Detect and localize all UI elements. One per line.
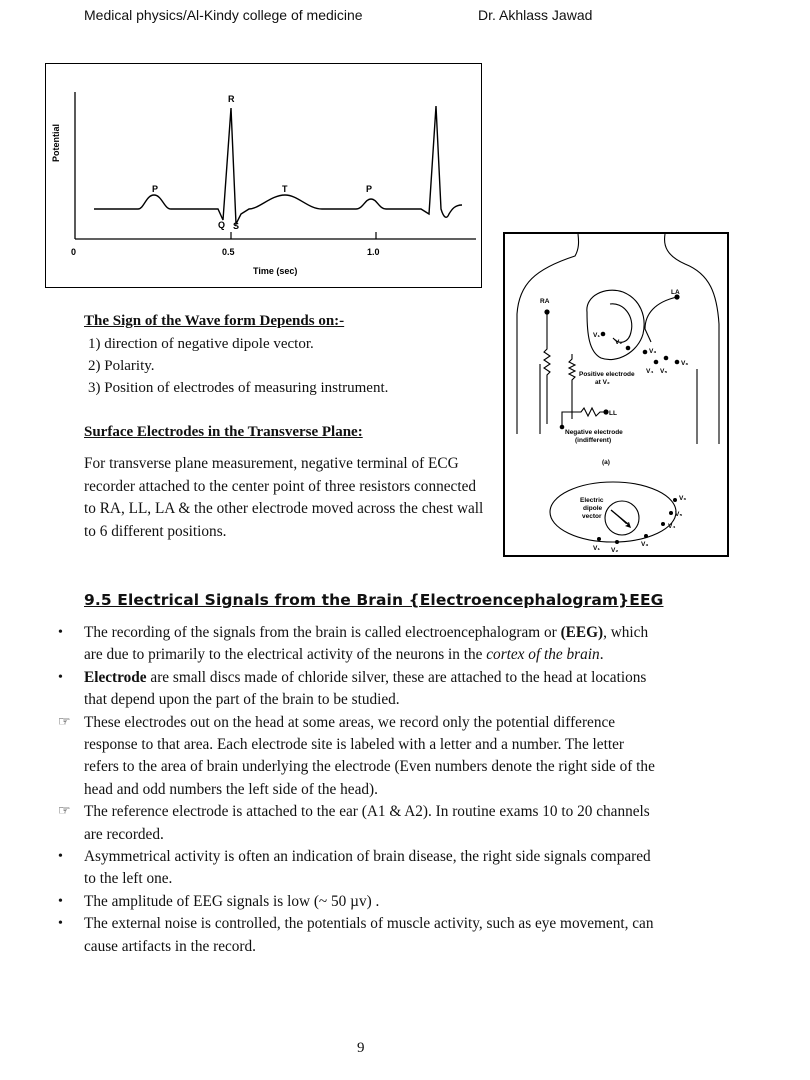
surface-section-heading: Surface Electrodes in the Transverse Plane: (84, 424, 363, 440)
bullet-dot-icon: • (58, 916, 63, 932)
eeg-bullet-item-1 (58, 622, 658, 667)
wave-label-s: S (233, 221, 240, 231)
label-indifferent: (indifferent) (575, 437, 612, 444)
label-la: LA (671, 289, 680, 296)
eeg-bullet-item-7 (58, 913, 658, 958)
wave-label-p1: P (152, 184, 159, 194)
ecg-waveform-figure (45, 63, 482, 288)
label-negative-electrode: Negative electrode (565, 429, 623, 436)
label-ll: LL (609, 410, 617, 417)
sign-list (88, 333, 388, 399)
label-v4: V₄ (646, 368, 654, 375)
heart-outline (587, 290, 644, 359)
b-v3-dot (644, 534, 648, 538)
eeg-bullet-item-2 (58, 667, 658, 712)
dipole-circle (605, 501, 639, 535)
ecg-trace (94, 106, 462, 224)
pointing-hand-icon: ☞ (58, 714, 71, 730)
label-v3: V₃ (649, 348, 657, 355)
wave-label-r: R (228, 94, 235, 104)
bullet-5-text: Asymmetrical activity is often an indication of brain disease, the right side signals compared to the left one. (84, 848, 651, 888)
bullet-1-bold: (EEG) (560, 624, 604, 641)
bullet-6-text: The amplitude of EEG signals is low (~ 50 µv) . (84, 892, 380, 910)
label-v5: V₅ (660, 368, 668, 375)
eeg-bullet-item-3 (58, 712, 658, 802)
wave-label-q: Q (218, 220, 226, 230)
label-b-v2: V₂ (611, 547, 619, 554)
eeg-bullet-list (58, 622, 658, 958)
bullet-1-text: The recording of the signals from the brain is called electroencephalogram or (84, 624, 561, 641)
bullet-3-text: These electrodes out on the head at some areas, we record only the potential difference response to that area. Each electrode site is labeled with a letter and a number. The letter refers to the area of brain underlying the electrode (Even numbers denote the right side of the head and odd numbers the left side of the head). (84, 713, 655, 798)
label-caption-a: (a) (602, 459, 610, 466)
label-ra: RA (540, 298, 550, 305)
bullet-2-text: are small discs made of chloride silver, these are attached to the head at locations that depend upon the part of the brain to be studied. (84, 668, 647, 709)
label-b-v5: V₅ (675, 511, 683, 518)
sign-list-item-2: 2) Polarity. (88, 358, 155, 374)
eeg-bullet-item-5 (58, 846, 658, 891)
eeg-bullet-item-6 (58, 891, 658, 913)
bullet-1-text-mid: , which are due to primarily to the electrical activity of the neurons in the (84, 624, 649, 664)
v5-dot (664, 356, 669, 361)
sign-list-item-3: 3) Position of electrodes of measuring instrument. (88, 380, 389, 396)
wave-label-p2: P (366, 184, 373, 194)
chest-electrode-svg (505, 234, 727, 555)
b-v2-dot (615, 540, 619, 544)
v4-dot (654, 360, 659, 365)
b-v1-dot (597, 537, 601, 541)
sign-list-item-1: 1) direction of negative dipole vector. (88, 336, 314, 352)
label-b-v3: V₃ (641, 541, 649, 548)
torso-outline (517, 234, 579, 434)
tick-label-0-5: 0.5 (222, 247, 235, 257)
label-v2: V₂ (615, 339, 623, 346)
tick-label-0: 0 (71, 247, 77, 257)
bullet-7-text: The external noise is controlled, the potentials of muscle activity, such as eye movement, can cause artifacts in the record. (84, 915, 654, 955)
negative-wire (562, 412, 572, 427)
pointing-hand-icon: ☞ (58, 804, 71, 820)
y-axis-label: Potential (51, 123, 61, 162)
dipole-vector-line (611, 510, 629, 525)
label-v6: V₆ (681, 360, 689, 367)
label-b-v4: V₄ (668, 523, 676, 530)
x-axis-label: Time (sec) (253, 266, 298, 276)
bullet-dot-icon: • (58, 669, 63, 685)
bullet-dot-icon: • (58, 893, 63, 909)
header-left: Medical physics/Al-Kindy college of medicine (84, 7, 363, 23)
v6-dot (675, 360, 680, 365)
ll-electrode-dot (603, 409, 608, 414)
bullet-dot-icon: • (58, 625, 63, 640)
bullet-dot-icon: • (58, 849, 63, 865)
b-v4-dot (661, 522, 665, 526)
b-v5-dot (669, 511, 673, 515)
ll-resistor (572, 408, 606, 416)
bullet-4-text: The reference electrode is attached to the ear (A1 & A2). In routine exams 10 to 20 channels are recorded. (84, 803, 650, 843)
tick-label-1-0: 1.0 (367, 247, 380, 257)
eeg-bullet-item-4 (58, 801, 658, 846)
surface-section-paragraph: For transverse plane measurement, negative terminal of ECG recorder attached to the center point of three resistors connected to RA, LL, LA & the other electrode moved across the chest wall to 6 different positions. (84, 455, 484, 540)
page-number: 9 (357, 1040, 365, 1056)
v3-dot (643, 350, 648, 355)
v2-dot (626, 346, 631, 351)
label-positive-electrode: Positive electrode (579, 371, 635, 378)
header-right: Dr. Akhlass Jawad (478, 7, 593, 23)
bullet-1-text-end: . (599, 646, 604, 664)
la-wire (645, 297, 677, 342)
wave-label-t: T (282, 184, 288, 194)
ra-wire (544, 312, 550, 424)
bullet-1-italic: cortex of the brain (486, 646, 600, 664)
label-at-v2: at V₂ (595, 379, 610, 386)
label-vector: vector (582, 513, 602, 520)
resistor-center (569, 354, 575, 419)
torso-outline-right (665, 234, 719, 444)
chest-electrode-figure (503, 232, 729, 557)
ra-electrode-dot (544, 309, 549, 314)
heart-inner (610, 304, 632, 342)
label-v1: V₁ (593, 332, 601, 339)
label-dipole: dipole (583, 505, 603, 512)
label-b-v1: V₁ (593, 545, 601, 552)
label-b-v6: V₆ (679, 495, 687, 502)
bullet-2-bold: Electrode (84, 668, 147, 686)
ecg-waveform-svg (46, 64, 480, 286)
negative-electrode-dot (560, 425, 565, 430)
label-electric: Electric (580, 497, 604, 504)
b-v6-dot (673, 498, 677, 502)
v1-dot (601, 332, 606, 337)
sign-section-heading: The Sign of the Wave form Depends on:- (84, 313, 345, 329)
eeg-section-heading: 9.5 Electrical Signals from the Brain {Electroencephalogram}EEG (84, 591, 664, 609)
